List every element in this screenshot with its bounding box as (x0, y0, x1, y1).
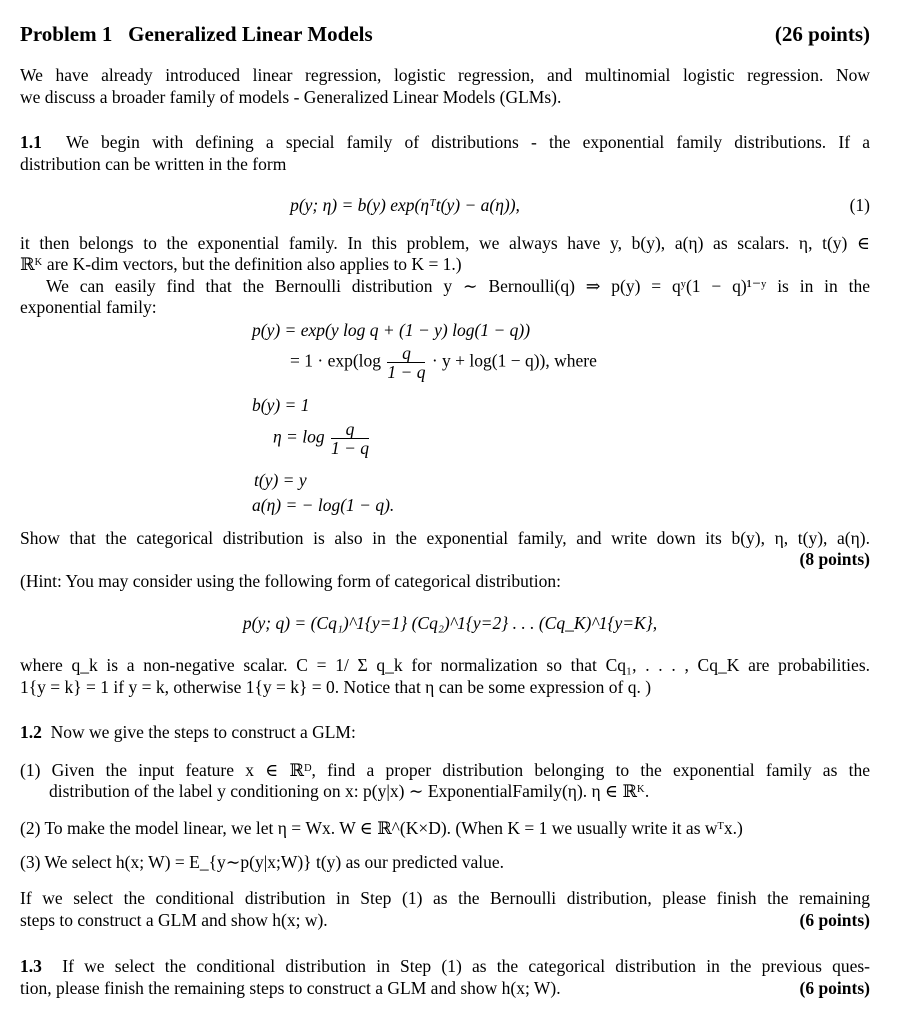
deriv-4-fraction (331, 420, 369, 457)
hint-line-1: (Hint: You may consider using the following form of categorical distribution: (20, 571, 561, 591)
intro-line-1: We have already introduced linear regression, logistic regression, and multinomial logistic regression. Now (20, 65, 870, 85)
problem-header (20, 21, 870, 47)
step-2: (2) To make the model linear, we let η = Wx. W ∈ ℝ^(K×D). (When K = 1 we usually write it as wᵀx.) (20, 818, 743, 838)
deriv-2-a: = 1 · exp(log (290, 350, 382, 371)
s1-2-task-2-text: steps to construct a GLM and show h(x; w). (20, 910, 328, 930)
s1-2-task-1: If we select the conditional distribution in Step (1) as the Bernoulli distribution, please finish the remaining (20, 888, 870, 908)
s1-3-text-2: tion, please finish the remaining steps to construct a GLM and show h(x; W). (20, 978, 561, 998)
deriv-line-5: t(y) = y (254, 470, 307, 490)
s1-1-line-4: ℝᴷ are K-dim vectors, but the definition also applies to K = 1.) (20, 254, 462, 274)
s1-2-text-1: Now we give the steps to construct a GLM: (50, 722, 356, 742)
hint-line-3: 1{y = k} = 1 if y = k, otherwise 1{y = k} = 0. Notice that η can be some expression of q. ) (20, 677, 652, 697)
problem-points: (26 points) (774, 22, 870, 46)
equation-1: p(y; η) = b(y) exp(ηᵀt(y) − a(η)), (290, 195, 520, 215)
hint-equation: p(y; q) = (Cq₁)^1{y=1} (Cq₂)^1{y=2} . . . (Cq_K)^1{y=K}, (242, 613, 658, 633)
s1-2-label: 1.2 (20, 722, 42, 742)
deriv-2-den: 1 − q (387, 362, 426, 382)
deriv-line-3: b(y) = 1 (252, 395, 310, 415)
deriv-line-4 (273, 420, 371, 457)
deriv-line-1: p(y) = exp(y log q + (1 − y) log(1 − q)) (252, 320, 531, 340)
deriv-2-num: q (387, 344, 425, 363)
deriv-line-2 (290, 344, 597, 381)
s1-1-line-2: distribution can be written in the form (20, 154, 287, 174)
step-3: (3) We select h(x; W) = E_{y∼p(y|x;W)} t(y) as our predicted value. (20, 852, 505, 872)
s1-1-text-1: We begin with defining a special family of distributions - the exponential family distributions. If a (65, 132, 870, 152)
s1-1-line-3: it then belongs to the exponential family. In this problem, we always have y, b(y), a(η) as scalars. η, t(y) ∈ (20, 233, 870, 253)
s1-3-points: (6 points) (799, 978, 870, 998)
step-1-b: distribution of the label y conditioning on x: p(y|x) ∼ ExponentialFamily(η). η ∈ ℝᴷ. (49, 781, 650, 801)
s1-1-line-6: exponential family: (20, 297, 157, 317)
deriv-4-a: η = log (273, 426, 325, 447)
s1-3-label: 1.3 (20, 956, 42, 976)
s1-1-points: (8 points) (799, 549, 870, 569)
s1-1-label: 1.1 (20, 132, 42, 152)
s1-1-line-1 (20, 131, 870, 153)
problem-label: Problem 1 (20, 22, 113, 46)
deriv-4-den: 1 − q (330, 438, 370, 458)
s1-1-line-5: We can easily find that the Bernoulli distribution y ∼ Bernoulli(q) ⇒ p(y) = qʸ(1 − q)¹⁻ʸ is in in the (46, 276, 870, 296)
equation-1-number: (1) (849, 195, 870, 215)
step-1-a: (1) Given the input feature x ∈ ℝᴰ, find a proper distribution belonging to the exponential family as the (20, 760, 870, 780)
intro-line-2: we discuss a broader family of models - Generalized Linear Models (GLMs). (20, 87, 562, 107)
s1-3-text-1: If we select the conditional distribution in Step (1) as the categorical distribution in the previous ques- (62, 956, 870, 976)
s1-2-points: (6 points) (799, 910, 870, 930)
hint-line-2: where q_k is a non-negative scalar. C = 1/ Σ q_k for normalization so that Cq₁, . . . , Cq_K are probabilities. (20, 655, 870, 675)
s1-3-line-2 (20, 977, 870, 999)
s1-2-line-1 (20, 721, 870, 743)
deriv-line-6: a(η) = − log(1 − q). (252, 495, 395, 515)
deriv-2-b: · y + log(1 − q)), where (431, 350, 597, 371)
deriv-2-fraction (387, 344, 425, 381)
s1-3-line-1 (20, 955, 870, 977)
s1-1-task: Show that the categorical distribution is also in the exponential family, and write down its b(y), η, t(y), a(η). (20, 528, 870, 548)
s1-2-task-2 (20, 909, 870, 931)
problem-title: Generalized Linear Models (128, 22, 373, 46)
deriv-4-num: q (331, 420, 369, 439)
